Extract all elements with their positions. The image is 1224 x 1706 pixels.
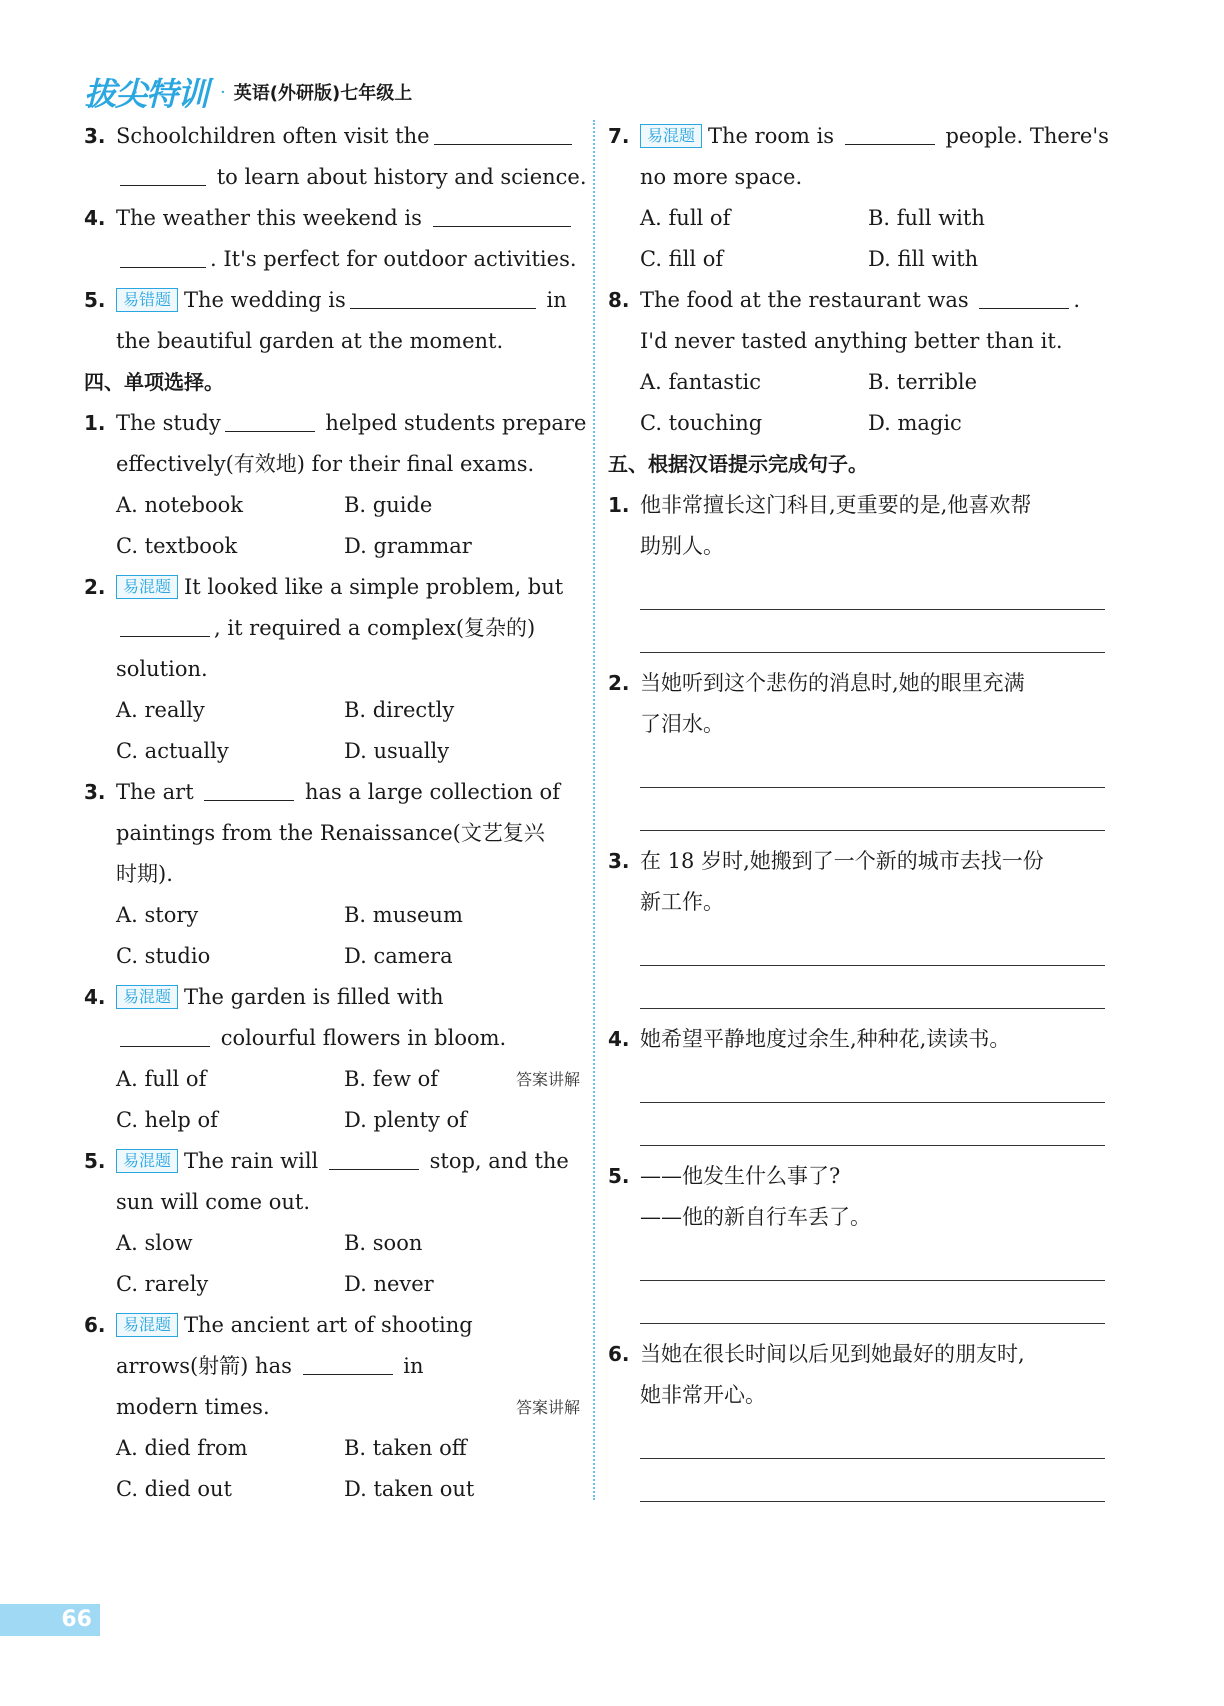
mc-1-options-cd xyxy=(84,526,580,567)
left-column xyxy=(84,116,587,1510)
confusable-tag: 易混题 xyxy=(116,985,178,1009)
mc-8-line2: I'd never tasted anything better than it. xyxy=(640,329,1063,353)
option-d[interactable]: D. magic xyxy=(868,411,962,435)
header-dot: · xyxy=(220,81,226,103)
answer-blank[interactable] xyxy=(979,307,1069,309)
confusable-tag: 易混题 xyxy=(116,1149,178,1173)
option-a[interactable]: A. slow xyxy=(116,1231,193,1255)
answer-line[interactable] xyxy=(640,567,1105,610)
mc-5-line2: sun will come out. xyxy=(116,1190,311,1214)
question-number: 3. xyxy=(608,849,630,873)
right-column xyxy=(608,116,1109,1502)
subject-title: 英语(外研版)七年级上 xyxy=(233,83,413,104)
option-a[interactable]: A. notebook xyxy=(116,493,244,517)
answer-blank[interactable] xyxy=(120,635,210,637)
question-text: people. There's xyxy=(945,124,1109,148)
mc-7-options-ab xyxy=(608,198,1105,239)
question-text: has a large collection of xyxy=(305,780,560,804)
question-number: 5. xyxy=(608,1164,630,1188)
option-b[interactable]: B. directly xyxy=(344,698,455,722)
mc-2-options-ab xyxy=(84,690,580,731)
option-b[interactable]: B. few of xyxy=(344,1067,439,1091)
mc-8 xyxy=(608,280,1105,321)
answer-line[interactable] xyxy=(640,1416,1105,1459)
answer-blank[interactable] xyxy=(204,799,294,801)
answer-blank[interactable] xyxy=(225,430,315,432)
answer-blank[interactable] xyxy=(433,225,571,227)
mc-6-options-ab xyxy=(84,1428,580,1469)
question-number: 1. xyxy=(84,411,106,435)
option-d[interactable]: D. grammar xyxy=(344,534,472,558)
question-text: 当她听到这个悲伤的消息时,她的眼里充满 xyxy=(640,671,1025,695)
mc-3 xyxy=(84,772,580,813)
page-number: 66 xyxy=(61,1607,92,1632)
confusable-tag: 易混题 xyxy=(116,1313,178,1337)
question-text: The art xyxy=(116,780,194,804)
question-3-line2 xyxy=(84,157,587,198)
mc-2-options-cd xyxy=(84,731,580,772)
mc-2 xyxy=(84,567,580,608)
question-number: 2. xyxy=(608,671,630,695)
question-number: 4. xyxy=(84,985,106,1009)
mc-6-options-cd xyxy=(84,1469,580,1510)
option-c[interactable]: C. actually xyxy=(116,739,229,763)
question-text: Schoolchildren often visit the xyxy=(116,124,430,148)
question-text: The room is xyxy=(708,124,835,148)
option-b[interactable]: B. soon xyxy=(344,1231,423,1255)
translate-4 xyxy=(608,1019,1105,1060)
mc-2-line2 xyxy=(84,608,580,649)
option-a[interactable]: A. fantastic xyxy=(640,370,761,394)
option-a[interactable]: A. really xyxy=(116,698,205,722)
question-text: . It's perfect for outdoor activities. xyxy=(210,247,577,271)
option-c[interactable]: C. studio xyxy=(116,944,211,968)
question-number: 4. xyxy=(84,206,106,230)
mc-6-line3 xyxy=(84,1387,580,1428)
question-text: The food at the restaurant was xyxy=(640,288,969,312)
section-4-heading: 四、单项选择。 xyxy=(84,370,224,394)
option-a[interactable]: A. died from xyxy=(116,1436,248,1460)
mc-2-line3: solution. xyxy=(116,657,208,681)
question-number: 4. xyxy=(608,1027,630,1051)
question-4 xyxy=(84,198,580,239)
question-text: It looked like a simple problem, but xyxy=(184,575,564,599)
option-c[interactable]: C. help of xyxy=(116,1108,218,1132)
option-b[interactable]: B. terrible xyxy=(868,370,978,394)
option-d[interactable]: D. taken out xyxy=(344,1477,475,1501)
translate-2 xyxy=(608,663,1105,704)
mc-3-options-ab xyxy=(84,895,580,936)
option-b[interactable]: B. taken off xyxy=(344,1436,467,1460)
answer-blank[interactable] xyxy=(434,143,572,145)
translate-3 xyxy=(608,841,1105,882)
answer-blank[interactable] xyxy=(329,1168,419,1170)
answer-line[interactable] xyxy=(640,610,1105,653)
answer-blank[interactable] xyxy=(120,184,206,186)
question-text: The rain will xyxy=(184,1149,319,1173)
section-5-heading: 五、根据汉语提示完成句子。 xyxy=(608,452,868,476)
question-text: The wedding is xyxy=(184,288,346,312)
mc-3-options-cd xyxy=(84,936,580,977)
mc-7-line2: no more space. xyxy=(640,165,803,189)
mc-8-options-ab xyxy=(608,362,1105,403)
question-number: 7. xyxy=(608,124,630,148)
answer-blank[interactable] xyxy=(120,266,206,268)
mc-4 xyxy=(84,977,580,1018)
mc-4-options-cd xyxy=(84,1100,580,1141)
question-number: 8. xyxy=(608,288,630,312)
option-d[interactable]: D. usually xyxy=(344,739,450,763)
mc-6-line2 xyxy=(84,1346,580,1387)
error-prone-tag: 易错题 xyxy=(116,288,178,312)
confusable-tag: 易混题 xyxy=(640,124,702,148)
question-text: 在 18 岁时,她搬到了一个新的城市去找一份 xyxy=(640,849,1044,873)
question-number: 6. xyxy=(84,1313,106,1337)
option-c[interactable]: C. rarely xyxy=(116,1272,209,1296)
mc-3-line3: 时期). xyxy=(116,862,173,886)
translate-3-line2: 新工作。 xyxy=(640,890,724,914)
option-a[interactable]: A. story xyxy=(116,903,199,927)
option-c[interactable]: C. textbook xyxy=(116,534,238,558)
question-number: 3. xyxy=(84,124,106,148)
mc-1-options-ab xyxy=(84,485,580,526)
option-b[interactable]: B. guide xyxy=(344,493,433,517)
answer-line[interactable] xyxy=(640,966,1105,1009)
question-4-line2 xyxy=(84,239,580,280)
series-logo: 拔尖特训 xyxy=(84,75,209,113)
question-text: The garden is filled with xyxy=(184,985,444,1009)
answer-line[interactable] xyxy=(640,1060,1105,1103)
question-text: in xyxy=(403,1354,424,1378)
question-3 xyxy=(84,116,580,157)
question-text: The weather this weekend is xyxy=(116,206,422,230)
question-text: helped students prepare xyxy=(325,411,587,435)
question-number: 1. xyxy=(608,493,630,517)
answer-blank[interactable] xyxy=(350,307,536,309)
option-d[interactable]: D. never xyxy=(344,1272,434,1296)
answer-explanation-link[interactable]: 答案讲解 xyxy=(515,1070,580,1089)
option-c[interactable]: C. died out xyxy=(116,1477,232,1501)
column-divider xyxy=(593,120,595,1500)
option-a[interactable]: A. full of xyxy=(640,206,731,230)
question-number: 6. xyxy=(608,1342,630,1366)
answer-blank[interactable] xyxy=(303,1373,393,1375)
option-a[interactable]: A. full of xyxy=(116,1067,207,1091)
mc-8-options-cd xyxy=(608,403,1105,444)
question-text: stop, and the xyxy=(429,1149,569,1173)
mc-6 xyxy=(84,1305,580,1346)
option-c[interactable]: C. fill of xyxy=(640,247,724,271)
mc-3-line2: paintings from the Renaissance(文艺复兴 xyxy=(116,821,545,845)
question-text: 当她在很长时间以后见到她最好的朋友时, xyxy=(640,1342,1025,1366)
mc-5-options-cd xyxy=(84,1264,580,1305)
translate-6-line2: 她非常开心。 xyxy=(640,1383,766,1407)
answer-line[interactable] xyxy=(640,1238,1105,1281)
answer-line[interactable] xyxy=(640,1103,1105,1146)
question-number: 3. xyxy=(84,780,106,804)
answer-explanation-link[interactable]: 答案讲解 xyxy=(515,1398,580,1417)
question-5 xyxy=(84,280,580,321)
mc-7 xyxy=(608,116,1109,157)
question-text: , it required a complex(复杂的) xyxy=(214,616,536,640)
question-text: to learn about history and science. xyxy=(216,165,587,189)
question-text: The study xyxy=(116,411,221,435)
question-text: . xyxy=(1073,288,1081,312)
answer-line[interactable] xyxy=(640,788,1105,831)
mc-4-line2 xyxy=(84,1018,580,1059)
question-5-line2: the beautiful garden at the moment. xyxy=(116,329,504,353)
mc-7-options-cd xyxy=(608,239,1105,280)
question-text: in xyxy=(546,288,567,312)
translate-6 xyxy=(608,1334,1105,1375)
page-number-badge xyxy=(0,1604,100,1636)
mc-1 xyxy=(84,403,587,444)
confusable-tag: 易混题 xyxy=(116,575,178,599)
translate-5 xyxy=(608,1156,1105,1197)
option-b[interactable]: B. full with xyxy=(868,206,985,230)
option-d[interactable]: D. camera xyxy=(344,944,453,968)
mc-4-options-ab xyxy=(84,1059,580,1100)
mc-5 xyxy=(84,1141,580,1182)
translate-1 xyxy=(608,485,1105,526)
question-number: 5. xyxy=(84,288,106,312)
question-text: colourful flowers in bloom. xyxy=(220,1026,507,1050)
question-text: arrows(射箭) has xyxy=(116,1354,292,1378)
answer-line[interactable] xyxy=(640,1281,1105,1324)
translate-2-line2: 了泪水。 xyxy=(640,712,724,736)
question-text: 她希望平静地度过余生,种种花,读读书。 xyxy=(640,1027,1011,1051)
option-b[interactable]: B. museum xyxy=(344,903,463,927)
question-text: modern times. xyxy=(116,1395,270,1419)
question-text: 他非常擅长这门科目,更重要的是,他喜欢帮 xyxy=(640,493,1032,517)
translate-5-line2: ——他的新自行车丢了。 xyxy=(640,1205,871,1229)
mc-5-options-ab xyxy=(84,1223,580,1264)
option-c[interactable]: C. touching xyxy=(640,411,763,435)
question-text: The ancient art of shooting xyxy=(184,1313,473,1337)
answer-line[interactable] xyxy=(640,923,1105,966)
answer-blank[interactable] xyxy=(120,1045,210,1047)
translate-1-line2: 助别人。 xyxy=(640,534,724,558)
answer-blank[interactable] xyxy=(845,143,935,145)
option-d[interactable]: D. plenty of xyxy=(344,1108,467,1132)
question-text: ——他发生什么事了? xyxy=(640,1164,841,1188)
question-number: 5. xyxy=(84,1149,106,1173)
question-number: 2. xyxy=(84,575,106,599)
option-d[interactable]: D. fill with xyxy=(868,247,979,271)
mc-1-line2: effectively(有效地) for their final exams. xyxy=(116,452,535,476)
page-header xyxy=(84,72,412,112)
answer-line[interactable] xyxy=(640,1459,1105,1502)
answer-line[interactable] xyxy=(640,745,1105,788)
